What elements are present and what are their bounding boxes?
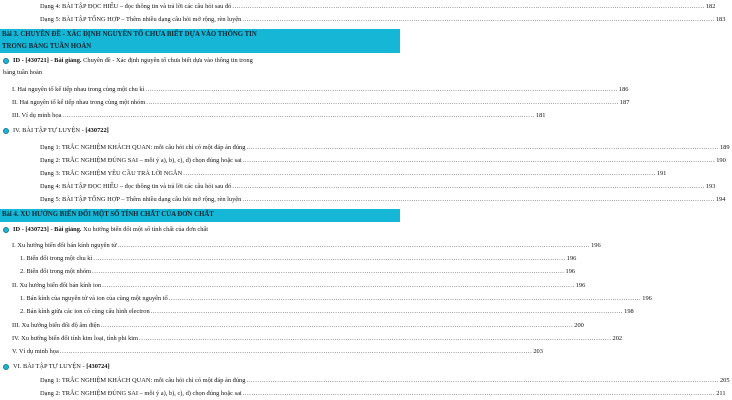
toc-entry[interactable] — [0, 320, 584, 332]
toc-entry-label: I. Xu hướng biến đổi bán kính nguyên tử — [12, 242, 117, 249]
toc-entry-page: 187 — [619, 99, 630, 106]
section-3-lecture-title-cont: bảng tuần hoàn — [3, 69, 43, 76]
toc-entry-page: 183 — [715, 16, 726, 23]
lecture-id: ID - [430721] - Bài giảng. — [13, 57, 82, 64]
toc-entry-page: 181 — [535, 112, 546, 119]
toc-entry-page: 196 — [566, 255, 577, 262]
leader-dots — [183, 168, 656, 180]
bullet-icon — [3, 58, 9, 64]
toc-entry-label: Dạng 1: TRẮC NGHIỆM KHÁCH QUAN: mỗi câu hỏi chỉ có một đáp án đúng — [40, 144, 246, 151]
toc-entry-label: II. Xu hướng biến đổi bán kính ion — [12, 282, 102, 289]
toc-entry-page: 194 — [715, 196, 726, 203]
toc-entry[interactable] — [0, 253, 577, 265]
toc-entry-label: Dạng 5: BÀI TẬP TỔNG HỢP – Thêm nhiều dạng câu hỏi mở rộng, rèn luyện — [40, 16, 242, 23]
toc-entry[interactable] — [0, 280, 586, 292]
section-3-practice-heading[interactable] — [0, 125, 403, 137]
lecture-title: Chuyên đề - Xác định nguyên tố chưa biết dựa vào thông tin trong — [81, 57, 253, 64]
leader-dots — [246, 375, 719, 387]
toc-entry-page: 202 — [612, 335, 623, 342]
practice-id: [430722] — [85, 127, 109, 134]
toc-entry-label: Dạng 1: TRẮC NGHIỆM KHÁCH QUAN: mỗi câu hỏi chỉ có một đáp án đúng — [40, 377, 246, 384]
leader-dots — [243, 155, 716, 167]
toc-entry[interactable] — [0, 142, 730, 154]
toc-entry-label: 1. Bán kính của nguyên tử và ion của cùng một nguyên tố — [20, 295, 168, 302]
toc-entry-page: 196 — [591, 242, 601, 249]
section-3-title-line2: TRONG BẢNG TUẦN HOÀN — [2, 42, 92, 50]
leader-dots — [169, 293, 642, 305]
toc-entry[interactable] — [0, 97, 630, 109]
section-3-title-line1: Bài 3. CHUYÊN ĐỀ - XÁC ĐỊNH NGUYÊN TỐ CHƯA BIẾT DỰA VÀO THÔNG TIN — [2, 31, 257, 38]
section-4-heading — [0, 209, 400, 222]
section-3-lecture-link[interactable] — [0, 55, 403, 67]
toc-entry[interactable] — [0, 181, 716, 193]
bullet-icon — [3, 128, 9, 134]
bullet-icon — [3, 364, 9, 370]
toc-entry[interactable] — [0, 168, 667, 180]
toc-entry[interactable] — [0, 375, 730, 387]
toc-entry-label: 2. Biến đổi trong một nhóm — [20, 268, 92, 275]
toc-entry-label: III. Ví dụ minh họa — [12, 112, 62, 119]
toc-entry-page: 198 — [624, 308, 634, 315]
toc-entry[interactable] — [0, 240, 601, 252]
leader-dots — [232, 181, 705, 193]
lecture-title: Xu hướng biến đổi một số tính chất của đơn chất — [81, 226, 209, 233]
toc-entry-page: 191 — [656, 170, 667, 177]
toc-entry-label: Dạng 2: TRẮC NGHIỆM ĐÚNG SAI – mỗi ý a), b), c), d) chọn đúng hoặc sai — [40, 157, 242, 164]
toc-entry[interactable] — [0, 306, 634, 318]
practice-id: [430724] — [86, 363, 110, 370]
toc-entry-label: Dạng 2: TRẮC NGHIỆM ĐÚNG SAI – mỗi ý a), b), c), d) chọn đúng hoặc sai — [40, 390, 242, 397]
bullet-icon — [3, 227, 9, 233]
toc-entry-label: V. Ví dụ minh họa — [12, 348, 59, 355]
toc-entry-label: Dạng 4: BÀI TẬP ĐỌC HIỂU – đọc thông tin và trả lời các câu hỏi sau đó — [40, 183, 232, 190]
leader-dots — [93, 253, 566, 265]
toc-entry-label: II. Hai nguyên tố kế tiếp nhau trong cùng một nhóm — [12, 99, 146, 106]
toc-entry-label: 1. Biến đổi trong một chu kì — [20, 255, 93, 262]
leader-dots — [62, 110, 535, 122]
toc-entry[interactable] — [0, 388, 726, 400]
leader-dots — [246, 142, 719, 154]
toc-entry-page: 211 — [716, 390, 726, 397]
toc-entry[interactable] — [0, 266, 576, 278]
section-4-practice-heading[interactable] — [0, 361, 403, 373]
leader-dots — [118, 240, 591, 252]
leader-dots — [242, 194, 715, 206]
practice-label: IV. BÀI TẬP TỰ LUYỆN - — [13, 127, 86, 134]
leader-dots — [151, 306, 624, 318]
toc-entry[interactable] — [0, 14, 726, 26]
practice-label: VI. BÀI TẬP TỰ LUYỆN - — [13, 363, 87, 370]
toc-entry-page: 196 — [565, 268, 576, 275]
toc-entry-label: I. Hai nguyên tố kế tiếp nhau trong cùng một chu kì — [12, 86, 145, 93]
toc-entry-page: 190 — [716, 157, 726, 164]
toc-entry-label: III. Xu hướng biến đổi độ âm điện — [12, 322, 100, 329]
toc-entry[interactable] — [0, 110, 546, 122]
leader-dots — [232, 1, 705, 13]
section-4-title: Bài 4. XU HƯỚNG BIẾN ĐỔI MỘT SỐ TÍNH CHẤT CỦA ĐƠN CHẤT — [2, 211, 214, 218]
leader-dots — [101, 320, 574, 332]
toc-entry-label: IV. Xu hướng biến đổi tính kim loại, tính phi kim — [12, 335, 139, 342]
toc-entry-page: 203 — [533, 348, 543, 355]
leader-dots — [242, 14, 715, 26]
leader-dots — [139, 333, 612, 345]
toc-entry-page: 189 — [719, 144, 730, 151]
leader-dots — [92, 266, 565, 278]
toc-entry[interactable] — [0, 346, 543, 358]
toc-entry-page: 186 — [618, 86, 629, 93]
toc-entry-page: 193 — [705, 183, 716, 190]
leader-dots — [146, 97, 619, 109]
toc-entry-label: Dạng 4: BÀI TẬP ĐỌC HIỂU – đọc thông tin và trả lời các câu hỏi sau đó — [40, 3, 232, 10]
lecture-id: ID - [430723] - Bài giảng. — [13, 226, 82, 233]
section-4-lecture-link[interactable] — [0, 224, 403, 236]
leader-dots — [102, 280, 575, 292]
toc-entry-label: 2. Bán kính giữa các ion có cùng cấu hình electron — [20, 308, 150, 315]
toc-entry[interactable] — [0, 1, 716, 13]
leader-dots — [60, 346, 533, 358]
toc-entry-page: 196 — [642, 295, 652, 302]
toc-entry-label: Dạng 5: BÀI TẬP TỔNG HỢP – Thêm nhiều dạng câu hỏi mở rộng, rèn luyện — [40, 196, 242, 203]
leader-dots — [243, 388, 716, 400]
toc-entry[interactable] — [0, 155, 726, 167]
toc-entry[interactable] — [0, 333, 623, 345]
toc-entry-page: 182 — [705, 3, 716, 10]
toc-entry-label: Dạng 3: TRẮC NGHIỆM YÊU CẦU TRẢ LỜI NGẮN — [40, 170, 183, 177]
toc-entry[interactable] — [0, 194, 726, 206]
toc-entry-page: 196 — [575, 282, 586, 289]
toc-entry[interactable] — [0, 293, 652, 305]
leader-dots — [145, 84, 618, 96]
section-3-heading — [0, 29, 400, 53]
toc-entry-page: 205 — [719, 377, 730, 384]
toc-entry-page: 200 — [574, 322, 584, 329]
toc-entry[interactable] — [0, 84, 629, 96]
